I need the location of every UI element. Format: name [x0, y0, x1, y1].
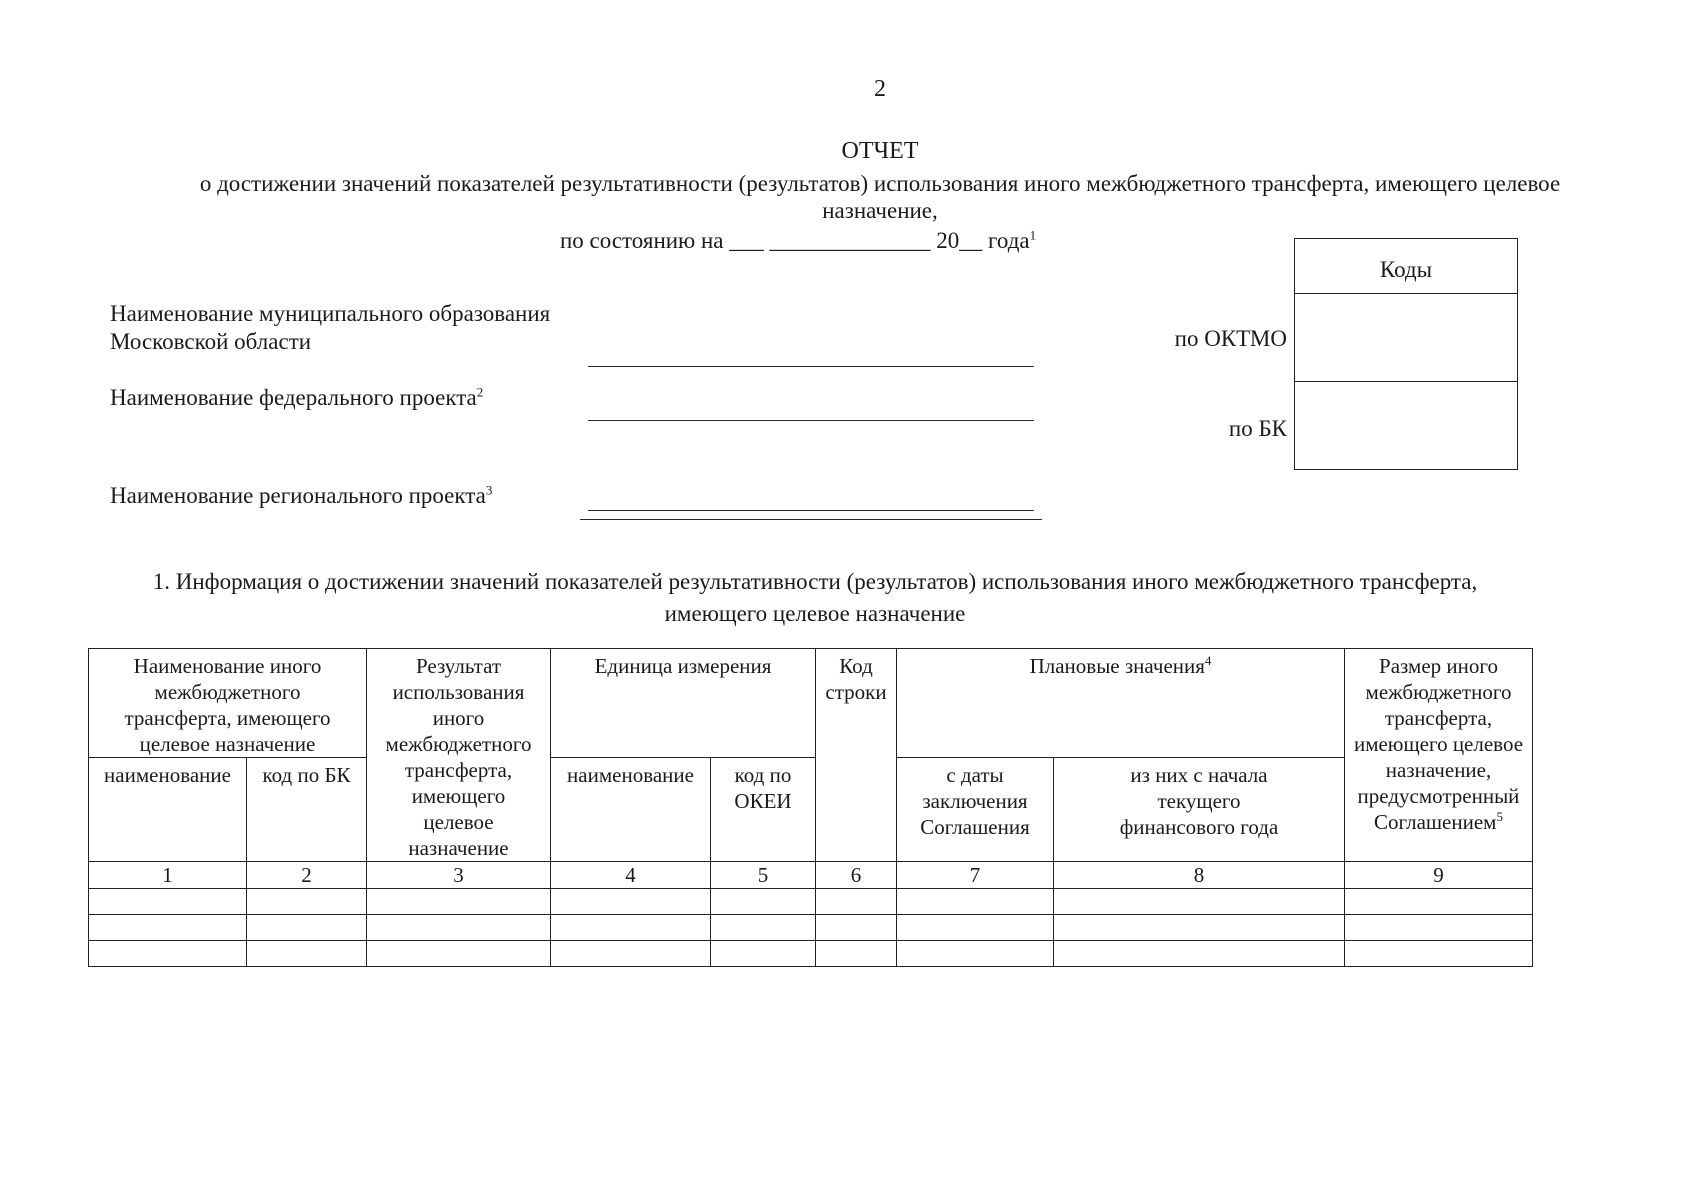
table-cell[interactable]: [1345, 915, 1533, 941]
col-amount-header: [1345, 649, 1533, 862]
municipality-label-line1: Наименование муниципального образования: [110, 301, 551, 326]
column-number: 7: [897, 862, 1054, 889]
table-cell[interactable]: [551, 915, 711, 941]
results-table: [88, 648, 1533, 967]
codes-header: Коды: [1295, 239, 1517, 294]
table-cell[interactable]: [551, 941, 711, 967]
table-cell[interactable]: [367, 915, 551, 941]
col-transfer-name-header: наименование: [89, 758, 247, 862]
date-blank-day[interactable]: ___: [729, 228, 764, 253]
regional-project-underline: [580, 519, 1042, 520]
date-year[interactable]: 20__: [936, 228, 983, 253]
date-blank-month[interactable]: ______________: [769, 228, 931, 253]
column-number: 4: [551, 862, 711, 889]
report-date-line: [560, 228, 1180, 254]
column-number: 8: [1054, 862, 1345, 889]
regional-project-label: [110, 482, 492, 510]
table-cell[interactable]: [1054, 889, 1345, 915]
municipality-label-line2: Московской области: [110, 329, 312, 354]
federal-project-text: Наименование федерального проекта: [110, 385, 477, 410]
regional-project-text: Наименование регионального проекта: [110, 483, 486, 508]
municipality-input-line[interactable]: [588, 366, 1034, 367]
col-okei-header: код по ОКЕИ: [711, 758, 816, 862]
column-number: 1: [89, 862, 247, 889]
column-number: 6: [816, 862, 897, 889]
federal-project-label: [110, 384, 483, 412]
table-cell[interactable]: [89, 915, 247, 941]
report-title: ОТЧЕТ: [841, 138, 919, 164]
table-cell[interactable]: [897, 941, 1054, 967]
column-number: 2: [247, 862, 367, 889]
table-cell[interactable]: [1054, 941, 1345, 967]
col-from-year-header: из них с начала текущего финансового года: [1054, 758, 1345, 862]
footnote-3: 3: [485, 482, 493, 498]
footnote-4: 4: [1204, 653, 1212, 668]
table-cell[interactable]: [1345, 889, 1533, 915]
table-row: [89, 889, 1533, 915]
table-cell[interactable]: [551, 889, 711, 915]
table-cell[interactable]: [711, 941, 816, 967]
column-numbers-row: [89, 862, 1533, 889]
table-cell[interactable]: [367, 889, 551, 915]
table-cell[interactable]: [1345, 941, 1533, 967]
table-cell[interactable]: [816, 889, 897, 915]
column-number: 5: [711, 862, 816, 889]
col-from-date-header: с даты заключения Соглашения: [897, 758, 1054, 862]
footnote-2: 2: [476, 384, 484, 400]
table-cell[interactable]: [247, 889, 367, 915]
regional-project-input-line[interactable]: [588, 510, 1034, 511]
col-code-bk-header: код по БК: [247, 758, 367, 862]
col-result-header: Результат использования иного межбюджетного трансферта, имеющего целевое назначение: [367, 649, 551, 862]
col-plan-group-header: [897, 649, 1345, 758]
section-title: 1. Информация о достижении значений показателей результативности (результатов) использования иного межбюджетного трансферта, имеющего целевое назначение: [152, 569, 1478, 626]
col-unit-group-header: Единица измерения: [551, 649, 816, 758]
table-cell[interactable]: [1054, 915, 1345, 941]
table-cell[interactable]: [711, 889, 816, 915]
table-cell[interactable]: [897, 915, 1054, 941]
table-cell[interactable]: [89, 941, 247, 967]
codes-box: [1294, 238, 1518, 470]
report-subtitle: о достижении значений показателей результативности (результатов) использования иного межбюджетного трансферта, имеющего целевое назначение,: [199, 171, 1561, 223]
table-cell[interactable]: [247, 941, 367, 967]
table-cell[interactable]: [897, 889, 1054, 915]
table-cell[interactable]: [367, 941, 551, 967]
bk-label: по БК: [1228, 416, 1287, 441]
column-number: 3: [367, 862, 551, 889]
date-suffix: года: [988, 228, 1030, 253]
page-number: 2: [874, 76, 886, 102]
table-cell[interactable]: [816, 941, 897, 967]
table-row: [89, 915, 1533, 941]
amount-header-text: Размер иного межбюджетного трансферта, имеющего целевое назначение, предусмотренный Соглашением: [1353, 654, 1524, 834]
plan-group-text: Плановые значения: [1029, 654, 1205, 678]
column-number: 9: [1345, 862, 1533, 889]
date-prefix: по состоянию на: [560, 228, 724, 253]
col-row-code-header: Код строки: [816, 649, 897, 862]
table-cell[interactable]: [711, 915, 816, 941]
oktmo-label: по ОКТМО: [1174, 326, 1287, 351]
federal-project-input-line[interactable]: [588, 420, 1034, 421]
footnote-1: 1: [1029, 227, 1037, 243]
table-cell[interactable]: [89, 889, 247, 915]
col-unit-name-header: наименование: [551, 758, 711, 862]
table-cell[interactable]: [247, 915, 367, 941]
municipality-label: [110, 300, 550, 356]
table-cell[interactable]: [816, 915, 897, 941]
table-row: [89, 941, 1533, 967]
oktmo-code-cell[interactable]: [1295, 293, 1517, 382]
col-transfer-group-header: Наименование иного межбюджетного трансферта, имеющего целевое назначение: [89, 649, 367, 758]
footnote-5: 5: [1496, 809, 1503, 824]
